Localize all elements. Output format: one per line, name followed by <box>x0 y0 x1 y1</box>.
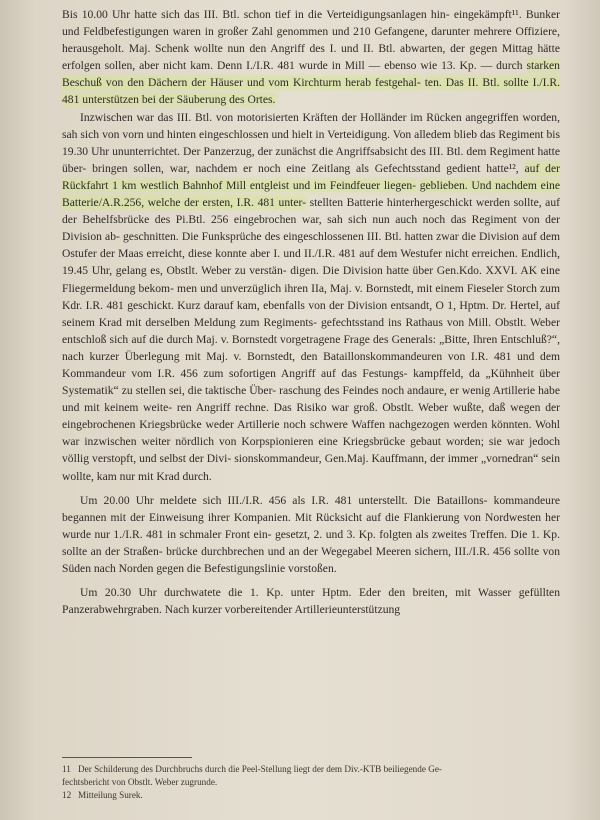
text-line: Um 20.00 Uhr meldete sich III./I.R. 456 als I.R. 481 unterstellt. Die Bataillons- <box>80 493 488 507</box>
footnote-text: Der Schilderung des Durchbruchs durch die Peel-Stellung liegt der dem Div.-KTB beiliegende Ge- <box>78 764 442 774</box>
footnotes <box>62 763 560 802</box>
highlighted-text-line: ten. Das II. Btl. sollte I./I.R. 481 unterstützen bei der Säuberung des Ortes. <box>62 76 560 107</box>
text-line: gefüllten Panzerabwehrgraben. Nach kurzer vorbereitender Artillerieunterstützung <box>62 586 560 617</box>
text-line: Bis 10.00 Uhr hatte sich das III. Btl. schon tief in die Verteidigungsanlagen hin- <box>62 8 450 21</box>
highlighted-text-line: starken Beschuß von den Dächern der Häuser und vom Kirchturm herab festgehal- <box>62 59 560 90</box>
highlighted-text-line: geblieben. Und nachdem eine Batterie/A.R.256, welche der ersten, I.R. 481 unter- <box>62 178 560 210</box>
text-line: bringen sollen, war, nachdem er noch eine Zeitlang als Gefechtsstand gedient hatte¹², <box>92 161 519 175</box>
text-line: in Verteidigung. Von alledem blieb das Regiment bis 19.30 Uhr ununterrichtet. Der <box>62 127 560 158</box>
text-line: stellten Batterie hinterhergeschickt werden sollte, auf der Behelfsbrücke des Pi.Btl. <box>62 196 560 227</box>
text-line: Süden nach Norden gegen die Befestigungslinie vorstoßen. <box>62 562 337 575</box>
footnote-11 <box>62 763 560 776</box>
text-line: O 1, Hptm. Dr. Hertel, auf seinem Krad mit derselben Meldung zum Regiments- <box>62 298 560 329</box>
text-line: Um 20.30 Uhr durchwatete die 1. Kp. unter Hptm. Eder den breiten, mit Wasser <box>80 586 512 600</box>
text-line: ren Angriff rechne. Das Risiko war groß. Obstlt. Weber wußte, daß wegen der <box>176 401 561 415</box>
text-line: 256 eingebrochen war, sah sich nun auch noch das Regiment von der Division ab- <box>62 213 560 244</box>
text-line: aber nicht kam. Denn I./I.R. 481 wurde in Mill — ebenso wie 13. Kp. — durch <box>139 59 523 73</box>
text-line: kurzer Überlegung mit Maj. v. Bornstedt, den Bataillonskommandeuren von I.R. <box>89 349 489 363</box>
text-line: Kdr. I.R. 481 geschickt. Kurz darauf kam, ebenfalls von der Division entsandt, <box>62 298 433 312</box>
text-line: brücke durchbrechen und an der Wegegabel Meeren sichern, III./I.R. 456 sollte von <box>166 544 560 558</box>
highlighted-text-line: auf der Rückfahrt 1 km westlich Bahnhof Mill entgleist und im Feindfeuer liegen- <box>62 161 560 192</box>
paragraph-3 <box>62 492 560 577</box>
text-line: raschung des Feindes noch andaure, er wenig Artillerie habe und mit keinem weite- <box>62 384 560 415</box>
text-line: digen. Die Division hatte über Gen.Kdo. XXVI. AK eine Fliegermeldung bekom- <box>62 264 560 295</box>
text-line: nun den Angriff des I. und II. Btl. abwarten, der gegen Mittag hätte erfolgen sollen, <box>62 42 560 73</box>
text-line: 481 und dem Kommandeur vom I.R. 456 zum sofortigen Angriff auf das Festungs- <box>62 349 561 380</box>
text-line: eingekämpft¹¹. Bunker und Feldbefestigungen waren in großer Zahl genommen <box>62 8 560 39</box>
text-line: Rücken angegriffen worden, sah sich von vorn und hinten eingeschlossen und hielt <box>62 110 560 141</box>
text-line: gesetzt, 2. und 3. Kp. folgten als zweites Treffen. Die 1. Kp. sollte an der Straßen- <box>62 527 560 558</box>
footnote-11-continuation <box>62 776 560 789</box>
text-line: Kriegsbrücke gebaut worden; sie war jedoch völlig verstopft, und selbst der Divi- <box>62 435 560 466</box>
text-line: und 210 Gefangene, darunter mehrere Offiziere, herausgeholt. Maj. Schenk wollte <box>62 25 560 56</box>
text-line: die Flankierung von Nordwesten her wurde nur 1./I.R. 481 in schmaler Front ein- <box>62 510 560 541</box>
text-line: gefechtsstand ins Rathaus von Mill. Obstlt. Weber entschloß sich auf die durch <box>62 315 560 346</box>
text-line: Panzerzug, der zunächst die Angriffsabsicht des III. Btl. dem Regiment hatte über- <box>62 144 560 175</box>
text-line: kampffeld, da „Kühnheit über Systematik“ zu stellen sei, die taktische Über- <box>62 366 560 398</box>
text-line: Maj. v. Bornstedt vorgetragene Frage des Generals: „Bitte, Ihren Entschluß?“, nach <box>62 332 560 363</box>
text-line: kommandeure begannen mit der Einweisung ihrer Kompanien. Mit Rücksicht auf <box>62 493 560 524</box>
footnote-number: 11 <box>62 764 71 774</box>
text-line: men und unverzüglich ihren IIa, Maj. v. Bornstedt, mit einem Fieseler Storch zum <box>177 281 560 295</box>
footnote-text: Mitteilung Surek. <box>78 790 143 800</box>
text-line: Westufer nicht erreichen. Endlich, 19.45 Uhr, gelang es, Obstlt. Weber zu verstän- <box>62 247 560 278</box>
footnote-divider <box>62 757 192 758</box>
text-line: werden könnten. Wohl war inzwischen weiter nördlich von Korpspionieren eine <box>62 418 560 449</box>
text-line: sionskommandeur, Gen.Maj. Kauffmann, der immer „vornedran“ sein wollte, kam <box>62 452 560 483</box>
text-line: eingebrochenen Kriegsbrücke weder Artillerie noch schwere Waffen nachgezogen <box>62 418 450 432</box>
paragraph-4 <box>62 584 560 618</box>
text-line: auf dem Ostufer der Maas erreicht, diese konnte aber I. und II./I.R. 481 auf dem <box>62 230 560 261</box>
text-line: geschnitten. Die Funksprüche des eingeschlossenen III. Btl. hatten zwar die Division <box>123 230 519 244</box>
footnote-text: fechtsbericht von Obstlt. Weber zugrunde. <box>62 777 218 787</box>
paragraph-2 <box>62 109 560 485</box>
paragraph-1 <box>62 6 560 109</box>
text-line: nur mit Krad durch. <box>119 469 212 483</box>
footnote-12 <box>62 789 560 802</box>
body-text <box>62 6 560 618</box>
footnote-number: 12 <box>62 790 72 800</box>
text-line: Inzwischen war das III. Btl. von motorisierten Kräften der Holländer im <box>80 110 423 124</box>
